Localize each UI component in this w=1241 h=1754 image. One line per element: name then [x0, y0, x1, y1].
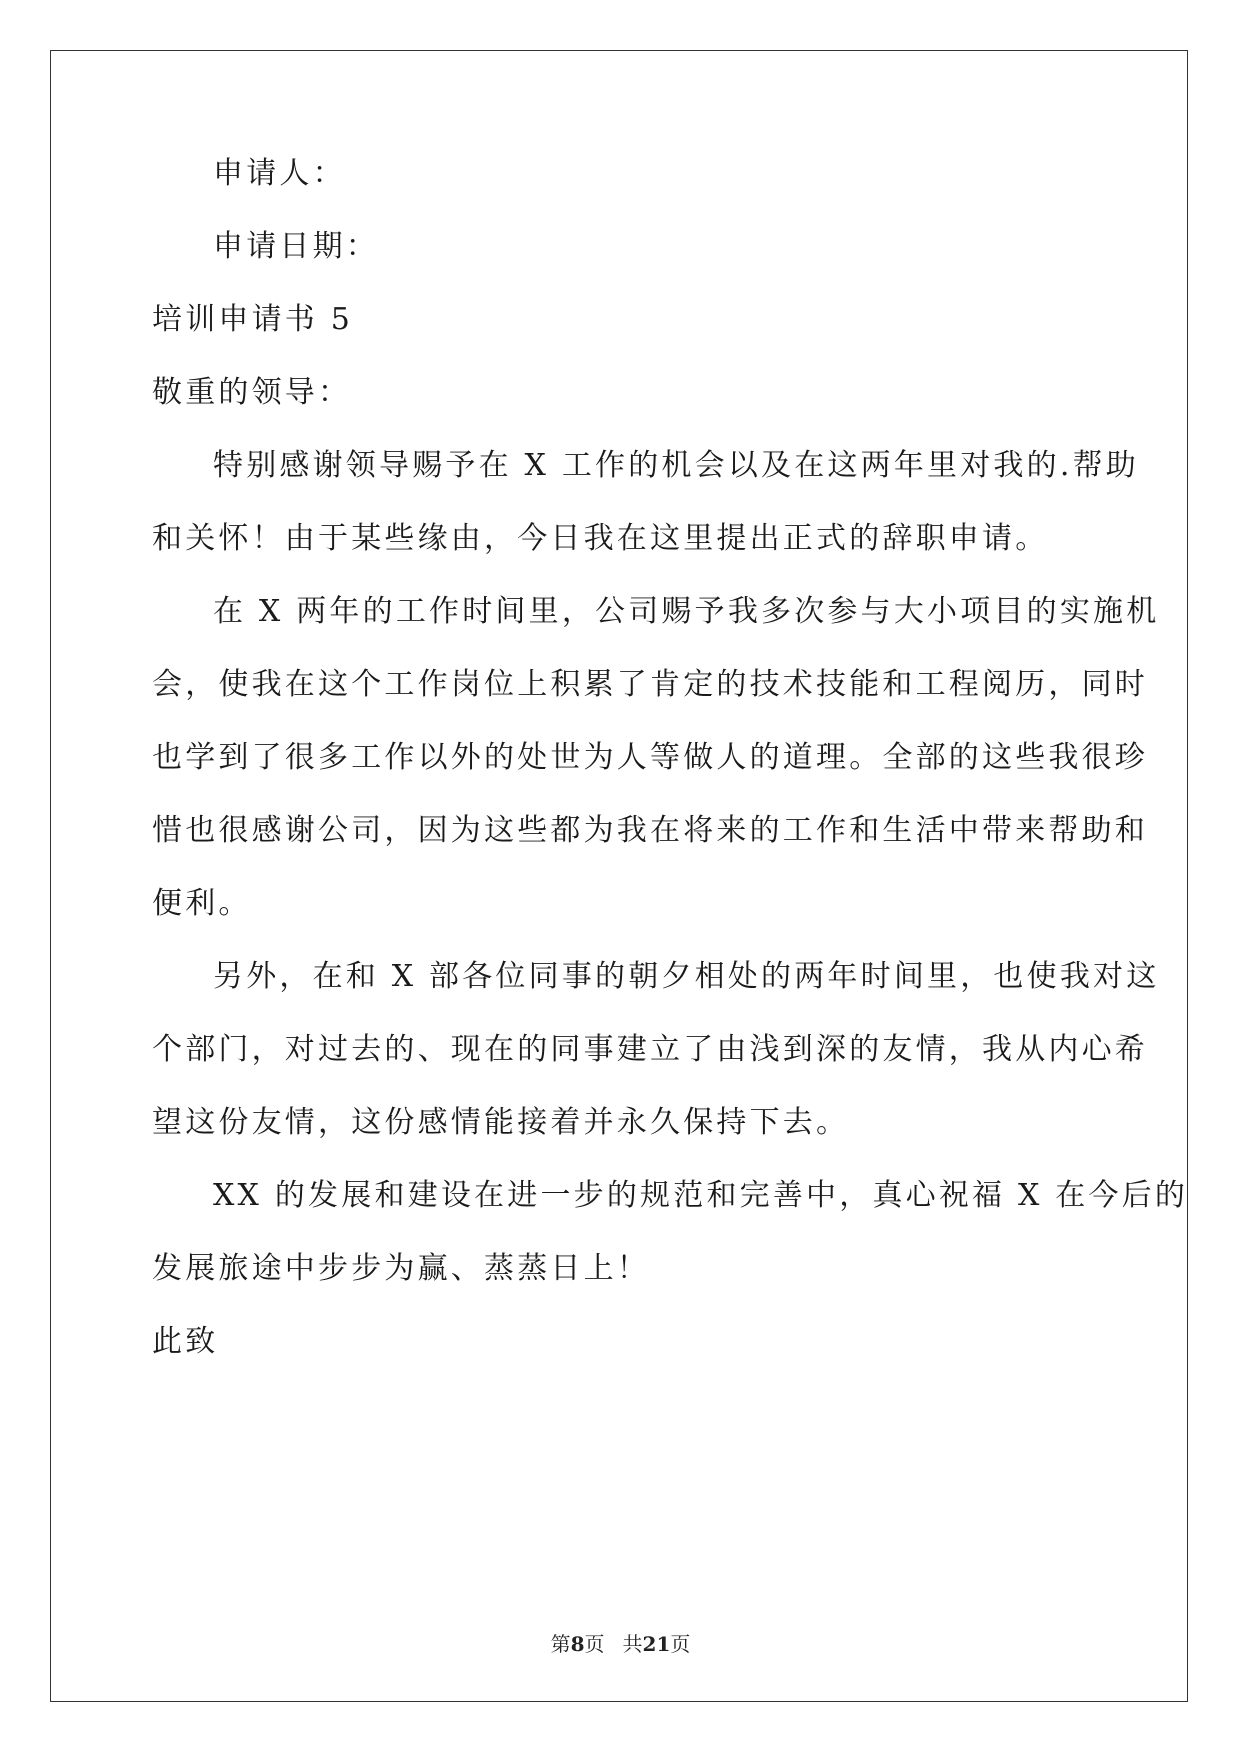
paragraph-4-line-2: 发展旅途中步步为赢、蒸蒸日上！ — [152, 1251, 650, 1286]
page-footer — [0, 1631, 1241, 1657]
page-number: 8 — [570, 1632, 585, 1656]
paragraph-2-line-5: 便利。 — [152, 886, 252, 921]
closing: 此致 — [152, 1324, 219, 1359]
paragraph-1-line-1: 特别感谢领导赐予在 X 工作的机会以及在这两年里对我的.帮助 — [213, 448, 1139, 483]
page-border — [50, 50, 1188, 1702]
date-label: 申请日期： — [213, 229, 379, 264]
salutation: 敬重的领导： — [152, 375, 352, 410]
paragraph-2-line-2: 会，使我在这个工作岗位上积累了肯定的技术技能和工程阅历，同时 — [152, 667, 1148, 702]
paragraph-3-line-2: 个部门，对过去的、现在的同事建立了由浅到深的友情，我从内心希 — [152, 1032, 1148, 1067]
applicant-label: 申请人： — [213, 156, 346, 191]
paragraph-3-line-3: 望这份友情，这份感情能接着并永久保持下去。 — [152, 1105, 850, 1140]
total-pages: 21 — [642, 1632, 671, 1656]
page-prefix: 第 — [550, 1632, 571, 1656]
paragraph-1-line-2: 和关怀！由于某些缘由，今日我在这里提出正式的辞职申请。 — [152, 521, 1049, 556]
paragraph-2-line-4: 惜也很感谢公司，因为这些都为我在将来的工作和生活中带来帮助和 — [152, 813, 1148, 848]
paragraph-4-line-1: XX 的发展和建设在进一步的规范和完善中，真心祝福 X 在今后的 — [213, 1178, 1189, 1213]
paragraph-2-line-1: 在 X 两年的工作时间里，公司赐予我多次参与大小项目的实施机 — [213, 594, 1160, 629]
total-suffix: 页 — [670, 1632, 691, 1656]
page-suffix: 页 — [584, 1632, 605, 1656]
total-prefix: 共 — [622, 1632, 643, 1656]
paragraph-2-line-3: 也学到了很多工作以外的处世为人等做人的道理。全部的这些我很珍 — [152, 740, 1148, 775]
letter-heading: 培训申请书 5 — [152, 302, 354, 337]
paragraph-3-line-1: 另外，在和 X 部各位同事的朝夕相处的两年时间里，也使我对这 — [213, 959, 1160, 994]
